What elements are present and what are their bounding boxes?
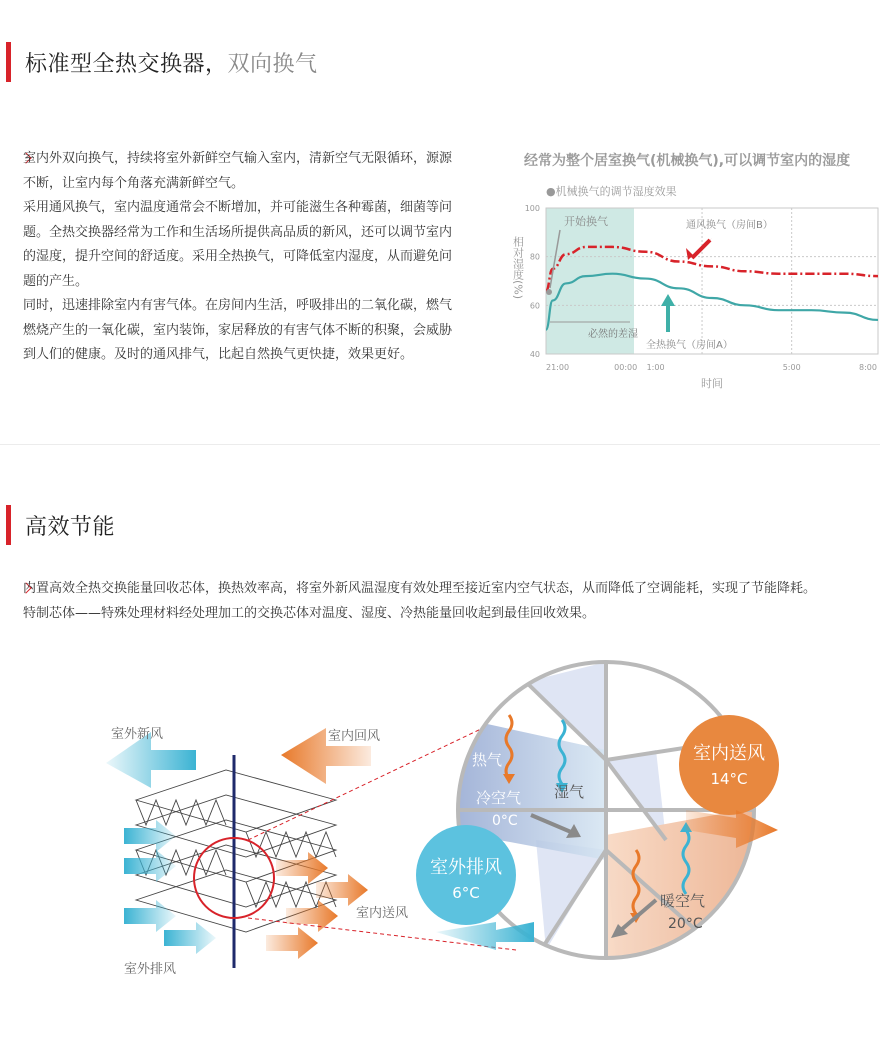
x-tick-label: 8:00 <box>859 363 877 372</box>
x-tick-label: 21:00 <box>546 363 570 372</box>
label-cold-air: 冷空气 <box>476 789 522 807</box>
label-moisture: 湿气 <box>554 783 585 801</box>
y-tick-label: 60 <box>529 301 540 311</box>
title-accent-bar <box>6 42 11 82</box>
x-tick-label: 1:00 <box>646 363 665 372</box>
room-b-arrow <box>692 240 710 258</box>
room-a-arrow-head <box>661 294 675 306</box>
supply-bubble <box>679 715 779 815</box>
paragraph: 特制芯体——特殊处理材料经处理加工的交换芯体对温度、湿度、冷热能量回收起到最佳回收效果。 <box>23 605 596 621</box>
label-indoor-return: 室内回风 <box>328 729 381 744</box>
annotation-room-a: 全热换气（房间A） <box>646 340 733 351</box>
section1-body <box>23 147 463 368</box>
annotation-room-b: 通风换气（房间B） <box>686 220 773 231</box>
section-divider <box>0 444 880 445</box>
paragraph: 采用通风换气，室内温度通常会不断增加，并可能滋生各种霉菌，细菌等问题。全热交换器经常为工作和生活场所提供高品质的新风，还可以调节室内的湿度，提升空间的舒适度。采用全热换气，可降低室内湿度，从而避免问题的产生。 <box>23 200 453 289</box>
section2-title: 高效节能 <box>25 514 116 540</box>
label-exhaust-temp: 6°C <box>452 884 480 902</box>
label-supply-temp: 14°C <box>710 770 748 788</box>
start-point <box>546 289 552 295</box>
paragraph: 室内外双向换气，持续将室外新鲜空气输入室内，清新空气无限循环，源源不断，让室内每个角落充满新鲜空气。 <box>23 151 453 191</box>
y-tick-label: 40 <box>529 350 540 359</box>
y-axis-label: 相对湿度(%) <box>511 236 525 300</box>
chart-title: 经常为整个居室换气(机械换气),可以调节室内的湿度 <box>524 153 851 169</box>
label-warm-air: 暖空气 <box>660 892 706 910</box>
y-tick-label: 80 <box>529 252 540 262</box>
x-tick-label: 00:00 <box>614 363 638 372</box>
blue-flow-arrows <box>124 820 216 954</box>
annotation-start: 开始换气 <box>564 215 608 228</box>
label-warm-temp: 20°C <box>668 916 703 932</box>
exchanger-core <box>136 770 336 932</box>
x-tick-label: 5:00 <box>782 363 801 372</box>
section2-body <box>23 577 879 626</box>
x-axis-label: 时间 <box>701 377 723 390</box>
humidity-chart <box>500 196 880 396</box>
paragraph: 同时，迅速排除室内有害气体。在房间内生活，呼吸排出的二氧化碳，燃气燃烧产生的一氧化碳，室内装饰，家居释放的有害气体不断的积聚，会威胁到人们的健康。及时的通风排气，比起自然换气更快捷，效果更好。 <box>23 298 453 362</box>
label-outdoor-fresh: 室外新风 <box>111 727 164 742</box>
exhaust-out-arrow <box>436 922 534 950</box>
heat-exchange-diagram <box>96 660 786 990</box>
label-exhaust-big: 室外排风 <box>430 857 502 878</box>
section-title-1 <box>0 42 318 82</box>
chart-subtitle: ●机械换气的调节湿度效果 <box>546 185 677 198</box>
label-cold-temp: 0°C <box>492 813 518 829</box>
y-tick-label: 100 <box>524 204 540 213</box>
title-accent-bar <box>6 505 11 545</box>
page-subtitle: 双向换气 <box>227 51 318 77</box>
label-supply-big: 室内送风 <box>693 743 765 764</box>
label-heat: 热气 <box>472 751 503 769</box>
label-outdoor-exhaust-small: 室外排风 <box>124 962 177 977</box>
label-indoor-supply-small: 室内送风 <box>356 906 409 921</box>
page-title: 标准型全热交换器， <box>25 51 228 77</box>
section-title-2 <box>0 505 115 545</box>
paragraph: 内置高效全热交换能量回收芯体，换热效率高，将室外新风温湿度有效处理至接近室内空气状态，从而降低了空调能耗，实现了节能降耗。 <box>23 581 817 596</box>
annotation-natural: 必然的差湿 <box>588 329 638 340</box>
